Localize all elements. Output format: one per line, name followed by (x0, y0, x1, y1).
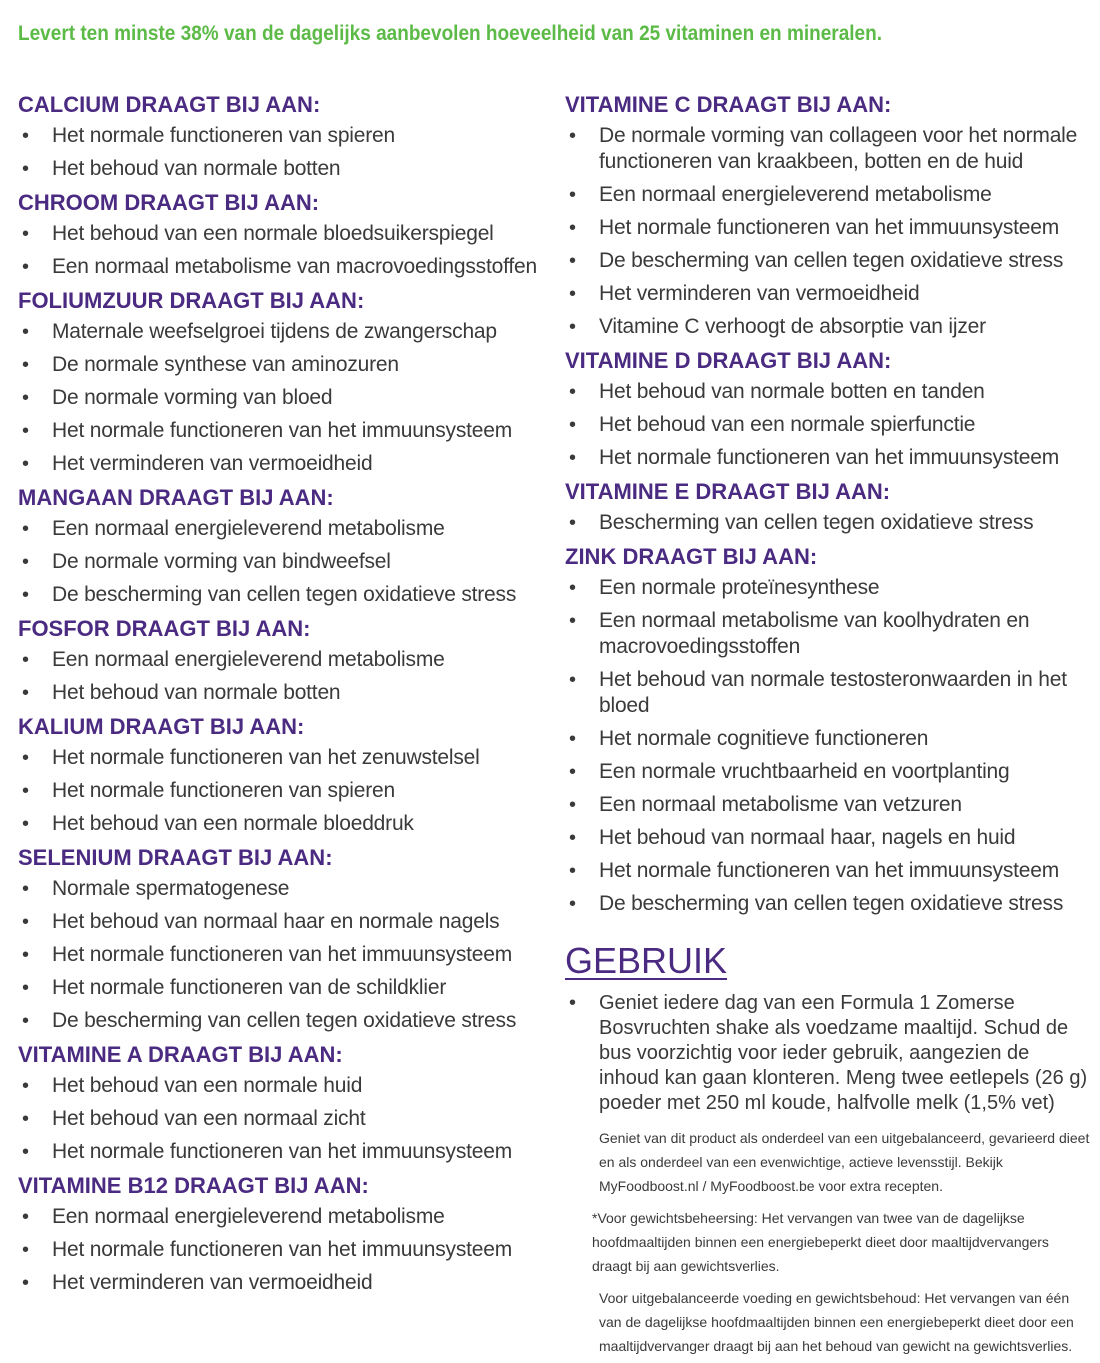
list-item: • Het verminderen van vermoeidheid (18, 1267, 538, 1300)
list-item: • Het normale functioneren van spieren (18, 775, 538, 808)
section-vitamine-c (565, 89, 1090, 344)
section-vitamine-a (18, 1039, 538, 1169)
list-item: • Het behoud van normale testosteronwaarden in het bloed (565, 664, 1090, 723)
benefit-list (18, 316, 538, 481)
note-weight-management: *Voor gewichtsbeheersing: Het vervangen van twee van de dagelijkse hoofdmaaltijden binnen een energiebeperkt dieet door maaltijdvervangers draagt bij aan gewichtsverlies. (592, 1210, 1049, 1274)
list-item: • Het normale functioneren van het immuunsysteem (18, 1136, 538, 1169)
list-item: • Een normaal metabolisme van vetzuren (565, 789, 1090, 822)
list-item: • Het normale functioneren van het zenuwstelsel (18, 742, 538, 775)
list-item: • De bescherming van cellen tegen oxidatieve stress (18, 579, 538, 612)
section-kalium (18, 711, 538, 841)
list-item: • Vitamine C verhoogt de absorptie van ijzer (565, 311, 1090, 344)
usage-instruction: • Geniet iedere dag van een Formula 1 Zomerse Bosvruchten shake als voedzame maaltijd. Schud de bus voorzichtig voor ieder gebruik, aangezien de inhoud kan gaan klonteren. Meng twee eetlepels (26 g) poeder met 250 ml koude, halfvolle melk (1,5% vet) (565, 991, 1090, 1116)
list-item: • Het normale functioneren van het immuunsysteem (18, 939, 538, 972)
benefit-list (18, 218, 538, 284)
list-item: • Het behoud van normale botten (18, 153, 538, 186)
benefit-list (18, 513, 538, 612)
list-item: • Maternale weefselgroei tijdens de zwangerschap (18, 316, 538, 349)
list-item: • Het behoud van normaal haar, nagels en huid (565, 822, 1090, 855)
list-item: • Een normale vruchtbaarheid en voortplanting (565, 756, 1090, 789)
list-item: • Het normale functioneren van het immuunsysteem (565, 442, 1090, 475)
benefit-list (18, 1201, 538, 1300)
section-vitamine-d (565, 345, 1090, 475)
section-heading: VITAMINE A DRAAGT BIJ AAN: (18, 1042, 343, 1067)
list-item: • Het normale functioneren van spieren (18, 120, 538, 153)
benefit-list (565, 507, 1090, 540)
benefit-list (18, 644, 538, 710)
section-calcium (18, 89, 538, 186)
list-item: • Het normale functioneren van het immuunsysteem (18, 1234, 538, 1267)
list-item: • Bescherming van cellen tegen oxidatieve stress (565, 507, 1090, 540)
list-item: • De bescherming van cellen tegen oxidatieve stress (18, 1005, 538, 1038)
section-vitamine-b12 (18, 1170, 538, 1300)
intro-claim: Levert ten minste 38% van de dagelijks aanbevolen hoeveelheid van 25 vitaminen en mineralen. (18, 22, 883, 45)
section-zink (565, 541, 1090, 921)
right-sections (565, 89, 1090, 921)
section-heading: ZINK DRAAGT BIJ AAN: (565, 544, 818, 569)
note-weight-maintenance: Voor uitgebalanceerde voeding en gewichtsbehoud: Het vervangen van één van de dagelijkse hoofdmaaltijden binnen een energiebeperkt dieet door een maaltijdvervanger draagt bij aan het behoud van gewicht na gewichtsverlies. (599, 1290, 1074, 1354)
list-item: • Het behoud van een normale bloeddruk (18, 808, 538, 841)
list-item: • Het behoud van normale botten en tanden (565, 376, 1090, 409)
section-heading: FOLIUMZUUR DRAAGT BIJ AAN: (18, 288, 365, 313)
list-item: • Een normale proteïnesynthese (565, 572, 1090, 605)
section-fosfor (18, 613, 538, 710)
list-item: • Het behoud van een normaal zicht (18, 1103, 538, 1136)
list-item: • Het behoud van een normale huid (18, 1070, 538, 1103)
benefit-list (565, 376, 1090, 475)
section-heading: CALCIUM DRAAGT BIJ AAN: (18, 92, 321, 117)
section-heading: MANGAAN DRAAGT BIJ AAN: (18, 485, 334, 510)
list-item: • Het normale functioneren van het immuunsysteem (18, 415, 538, 448)
section-heading: FOSFOR DRAAGT BIJ AAN: (18, 616, 311, 641)
left-column (18, 89, 538, 1301)
list-item: • Het behoud van normale botten (18, 677, 538, 710)
list-item: • De bescherming van cellen tegen oxidatieve stress (565, 888, 1090, 921)
list-item: • Het normale cognitieve functioneren (565, 723, 1090, 756)
section-chroom (18, 187, 538, 284)
list-item: • Het behoud van een normale bloedsuikerspiegel (18, 218, 538, 251)
right-column (565, 89, 1090, 1358)
list-item: • De normale vorming van bindweefsel (18, 546, 538, 579)
section-foliumzuur (18, 285, 538, 481)
benefit-list (565, 572, 1090, 921)
section-heading: VITAMINE E DRAAGT BIJ AAN: (565, 479, 891, 504)
benefit-list (18, 120, 538, 186)
list-item: • Een normaal energieleverend metabolisme (18, 1201, 538, 1234)
list-item: • De normale vorming van bloed (18, 382, 538, 415)
benefit-list (565, 120, 1090, 344)
list-item: • Een normaal metabolisme van koolhydraten en macrovoedingsstoffen (565, 605, 1090, 664)
section-mangaan (18, 482, 538, 612)
benefit-list (18, 742, 538, 841)
list-item: • Het normale functioneren van het immuunsysteem (565, 855, 1090, 888)
list-item: • De normale synthese van aminozuren (18, 349, 538, 382)
section-vitamine-e (565, 476, 1090, 540)
list-item: • De bescherming van cellen tegen oxidatieve stress (565, 245, 1090, 278)
section-heading: VITAMINE B12 DRAAGT BIJ AAN: (18, 1173, 369, 1198)
section-heading: CHROOM DRAAGT BIJ AAN: (18, 190, 320, 215)
list-item: • Het verminderen van vermoeidheid (565, 278, 1090, 311)
usage-title: GEBRUIK (565, 940, 728, 981)
benefit-list (18, 873, 538, 1038)
list-item: • Het behoud van een normale spierfunctie (565, 409, 1090, 442)
list-item: • Een normaal energieleverend metabolisme (18, 513, 538, 546)
section-heading: KALIUM DRAAGT BIJ AAN: (18, 714, 305, 739)
list-item: • Normale spermatogenese (18, 873, 538, 906)
section-selenium (18, 842, 538, 1038)
list-item: • De normale vorming van collageen voor het normale functioneren van kraakbeen, botten en de huid (565, 120, 1090, 179)
list-item: • Het verminderen van vermoeidheid (18, 448, 538, 481)
list-item: • Het behoud van normaal haar en normale nagels (18, 906, 538, 939)
list-item: • Een normaal energieleverend metabolisme (565, 179, 1090, 212)
note-balanced-diet: Geniet van dit product als onderdeel van een uitgebalanceerd, gevarieerd dieet en als onderdeel van een evenwichtige, actieve levensstijl. Bekijk MyFoodboost.nl / MyFoodboost.be voor extra recepten. (599, 1130, 1090, 1194)
section-heading: SELENIUM DRAAGT BIJ AAN: (18, 845, 333, 870)
section-heading: VITAMINE D DRAAGT BIJ AAN: (565, 348, 892, 373)
list-item: • Het normale functioneren van de schildklier (18, 972, 538, 1005)
section-heading: VITAMINE C DRAAGT BIJ AAN: (565, 92, 892, 117)
list-item: • Een normaal energieleverend metabolisme (18, 644, 538, 677)
benefit-list (18, 1070, 538, 1169)
list-item: • Het normale functioneren van het immuunsysteem (565, 212, 1090, 245)
list-item: • Een normaal metabolisme van macrovoedingsstoffen (18, 251, 538, 284)
